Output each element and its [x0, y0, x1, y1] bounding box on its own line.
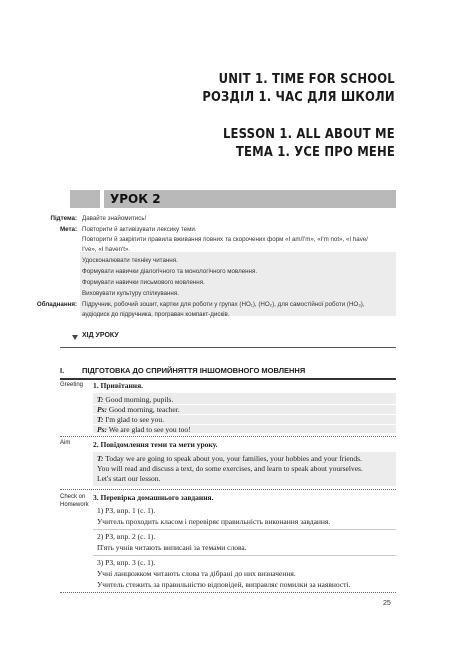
- side-label-check: Check on: [60, 494, 86, 500]
- dialog-line: T: Good morning, pupils.: [97, 395, 174, 404]
- goal-line: Виховувати культуру спілкування.: [82, 290, 179, 297]
- homework-item-text: Учитель стежить за правильністю відповідей, виправляє помилки за наявності.: [97, 580, 351, 589]
- lesson-title-ua: ТЕМА 1. УСЕ ПРО МЕНЕ: [235, 144, 395, 160]
- goal-line: I've», «I haven't».: [82, 246, 131, 253]
- item-sep: [93, 529, 396, 530]
- side-label-homework: Homework: [60, 502, 89, 508]
- dialog-line: T: I'm glad to see you.: [97, 415, 165, 424]
- lesson-bar-divider: [100, 190, 104, 208]
- homework-item-head: 1) РЗ, впр. 1 (с. 1).: [97, 506, 156, 515]
- step-greeting: 1. Привітання.: [93, 381, 144, 390]
- goal-line: Удосконалювати техніку читання.: [82, 257, 178, 264]
- homework-item-text: П'ять учнів читають виписані за темами слова.: [97, 543, 247, 552]
- aim-line: T: Today we are going to speak about you, your families, your hobbies and your friends.: [97, 454, 362, 463]
- page-number: 25: [383, 600, 391, 607]
- dialog-line: Ps: We are glad to see you too!: [97, 425, 191, 434]
- unit-title-en: UNIT 1. TIME FOR SCHOOL: [218, 71, 395, 87]
- equipment-label: Обладнання:: [36, 301, 77, 308]
- homework-item-text: Учитель проходить класом і перевіряє правильність виконання завдання.: [97, 517, 331, 526]
- goal-line: Повторити й закріпити правила вживання повних та скорочених форм «I am/I'm», «I'm not», «I have/: [82, 236, 368, 243]
- side-label-aim: Aim: [60, 440, 71, 446]
- item-sep: [93, 555, 396, 556]
- step-divider: [60, 436, 396, 437]
- goal-line: Формувати навички письмового мовлення.: [82, 279, 205, 286]
- triangle-down-icon: [72, 335, 78, 340]
- aim-line: Let's start our lesson.: [97, 474, 161, 483]
- section-divider: [60, 378, 396, 380]
- subtitle-value: Давайте знайомитись!: [82, 215, 147, 222]
- homework-item-text: Учні ланцюжком читають слова та дібрані до них визначення.: [97, 569, 296, 578]
- goals-label: Мета:: [59, 226, 77, 233]
- step-divider: [60, 592, 396, 593]
- homework-item-head: 2) РЗ, впр. 2 (с. 1).: [97, 532, 156, 541]
- homework-item-head: 3) РЗ, впр. 3 (с. 1).: [97, 558, 156, 567]
- unit-title-ua: РОЗДІЛ 1. ЧАС ДЛЯ ШКОЛИ: [202, 89, 395, 105]
- step-aim: 2. Повідомлення теми та мети уроку.: [93, 440, 218, 449]
- step-homework: 3. Перевірка домашнього завдання.: [93, 493, 214, 502]
- course-divider: [60, 347, 396, 348]
- step-divider: [60, 489, 396, 490]
- lesson-title-en: LESSON 1. ALL ABOUT ME: [223, 126, 395, 142]
- goal-line: Формувати навички діалогічного та монологічного мовлення.: [82, 268, 258, 275]
- equipment-line: Підручник, робочий зошит, картки для роботи у групах (НО₁), (НО₂), для самостійної роботи (НО₃),: [82, 301, 365, 308]
- lesson-label: УРОК 2: [110, 192, 161, 206]
- aim-line: You will read and discuss a text, do some exercises, and learn to speak about yourselves.: [97, 464, 363, 473]
- subtitle-label: Підтема:: [50, 215, 77, 222]
- course-title: ХІД УРОКУ: [82, 332, 119, 339]
- section-number: I.: [60, 366, 65, 375]
- equipment-line: аудіодиск до підручника, програвач компакт-дисків.: [82, 311, 230, 318]
- dialog-line: Ps: Good morning, teacher.: [97, 405, 180, 414]
- goal-line: Повторити й активізувати лексику теми.: [82, 226, 197, 233]
- side-label-greeting: Greeting: [60, 382, 84, 388]
- section-title: ПІДГОТОВКА ДО СПРИЙНЯТТЯ ІНШОМОВНОГО МОВЛЕННЯ: [82, 366, 306, 375]
